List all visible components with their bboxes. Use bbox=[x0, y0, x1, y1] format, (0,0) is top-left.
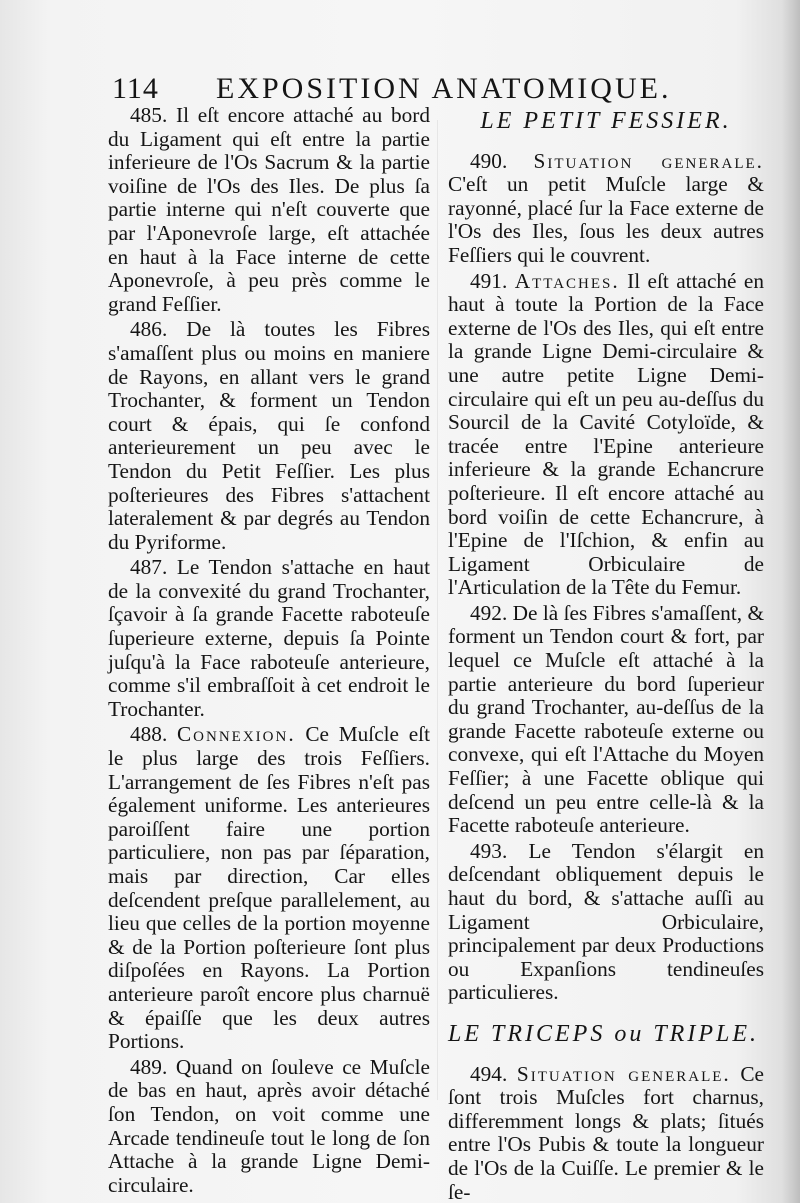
running-title: EXPOSITION ANATOMIQUE. bbox=[216, 72, 672, 105]
paragraph-492 bbox=[448, 602, 764, 838]
paragraph-text: Il eſt encore attaché au bord du Ligament qui eſt entre la partie inferieure de l'Os Sacrum & la partie voiſine de l'Os des Iles. De plus ſa partie interne qui n'eſt couverte que par l'Aponevroſe large, eſt attachée en haut à la Face interne de cette Aponevroſe, à peu près comme le grand Feſſier. bbox=[108, 103, 430, 316]
paragraph-493 bbox=[448, 840, 764, 1005]
paragraph-number: 486. bbox=[130, 317, 168, 342]
paragraph-lead: Connexion. bbox=[176, 722, 296, 747]
paragraph-text: Le Tendon s'élargit en deſcendant obliquement depuis le haut du bord, & s'attache auſſi au Ligament Orbiculaire, principalement par deux Productions ou Expanſions tendineuſes particulieres. bbox=[448, 838, 765, 1005]
paragraph-lead: Situation generale. bbox=[516, 1061, 731, 1086]
right-column bbox=[448, 104, 764, 1203]
left-column bbox=[108, 104, 430, 1199]
paragraph-text: C'eſt un petit Muſcle large & rayonné, placé ſur la Face externe de l'Os des Iles, ſous les deux autres Feſſiers qui le couvrent. bbox=[448, 172, 764, 267]
paragraph-number: 485. bbox=[130, 103, 168, 127]
paragraph-number: 487. bbox=[130, 555, 168, 580]
paragraph-490 bbox=[448, 150, 764, 268]
paragraph-lead: Situation generale. bbox=[533, 148, 764, 173]
page-number: 114 bbox=[112, 72, 159, 105]
section-title-triceps: LE TRICEPS ou TRIPLE. bbox=[448, 1020, 760, 1047]
paragraph-485 bbox=[108, 104, 430, 316]
paragraph-text: Le Tendon s'attache en haut de la convexité du grand Trochanter, ſçavoir à ſa grande Facette raboteuſe ſuperieure externe, depuis ſa Pointe juſqu'à la Face raboteuſe anterieure, comme s'il embraſſoit à cet endroit le Trochanter. bbox=[108, 555, 430, 721]
paragraph-486 bbox=[108, 318, 430, 554]
paragraph-text: Ce ſont trois Muſcles fort charnus, differemment longs & plats; ſitués entre l'Os Pubis & toute la longueur de l'Os de la Cuiſſe. Le premier & le ſe- bbox=[448, 1061, 764, 1203]
paragraph-text: Quand on ſouleve ce Muſcle de bas en haut, après avoir détaché ſon Tendon, on voit comme une Arcade tendineuſe tout le long de ſon Attache à la grande Ligne Demi-circulaire. bbox=[108, 1054, 430, 1197]
paragraph-text: De là ſes Fibres s'amaſſent, & forment un Tendon court & fort, par lequel ce Muſcle eſt attaché à la partie anterieure du bord ſuperieur du grand Trochanter, au-deſſus de la grande Facette raboteuſe externe ou convexe, qui eſt l'Attache du Moyen Feſſier; à une Facette oblique qui deſcend un peu entre celle-là & la Facette raboteuſe anterieure. bbox=[448, 600, 765, 838]
paragraph-494 bbox=[448, 1063, 764, 1203]
paragraph-text: Ce Muſcle eſt le plus large des trois Feſſiers. L'arrangement de ſes Fibres n'eſt pas également uniforme. Les anterieures paroiſſent faire une portion particuliere, non pas par ſéparation, mais par direction, Car elles deſcendent preſque parallelement, au lieu que celles de la portion moyenne & de la Portion poſterieure ſont plus diſpoſées en Rayons. La Portion anterieure paroît encore plus charnuë & épaiſſe que les deux autres Portions. bbox=[108, 722, 430, 1054]
paragraph-491 bbox=[448, 270, 764, 600]
column-divider bbox=[437, 120, 438, 1100]
paragraph-lead: Attaches. bbox=[514, 268, 620, 293]
paragraph-text: Il eſt attaché en haut à toute la Portion de la Face externe de l'Os des Iles, qui eſt entre la grande Ligne Demi-circulaire & une autre petite Ligne Demi-circulaire qui eſt un peu au-deſſus du Sourcil de la Cavité Cotyloïde, & tracée entre l'Epine anterieure inferieure & la grande Echancrure poſterieure. Il eſt encore attaché au bord voiſin de cette Echancrure, à l'Epine de l'Iſchion, & enfin au Ligament Orbiculaire de l'Articulation de la Tête du Femur. bbox=[448, 268, 764, 600]
paragraph-488 bbox=[108, 723, 430, 1053]
paragraph-number: 492. bbox=[470, 600, 508, 625]
paragraph-487 bbox=[108, 556, 430, 721]
paragraph-number: 491. bbox=[470, 268, 508, 293]
paragraph-number: 490. bbox=[470, 148, 508, 173]
paragraph-489 bbox=[108, 1056, 430, 1198]
paragraph-number: 493. bbox=[470, 838, 508, 863]
paragraph-text: De là toutes les Fibres s'amaſſent plus ou moins en maniere de Rayons, en allant vers le grand Trochanter, & forment un Tendon court & épais, qui ſe confond anterieurement un peu avec le Tendon du Petit Feſſier. Les plus poſterieures des Fibres s'attachent lateralement & par degrés au Tendon du Pyriforme. bbox=[108, 317, 430, 554]
section-title-petit-fessier: LE PETIT FESSIER. bbox=[480, 108, 732, 134]
paragraph-number: 494. bbox=[470, 1061, 508, 1086]
page-edge-shadow bbox=[782, 0, 800, 1203]
paragraph-number: 489. bbox=[130, 1054, 168, 1079]
paragraph-number: 488. bbox=[130, 722, 168, 747]
